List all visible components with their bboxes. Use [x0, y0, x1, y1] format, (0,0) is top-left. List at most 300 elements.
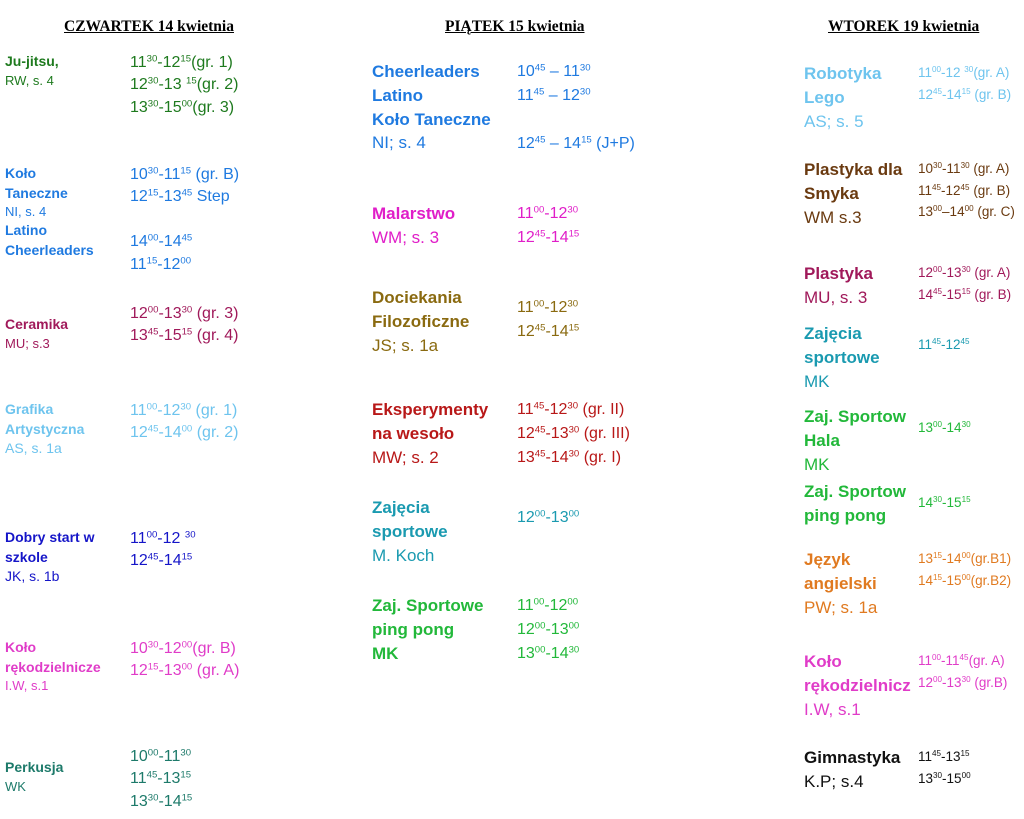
- activity-block: [5, 315, 68, 353]
- time-text: 12: [130, 188, 148, 206]
- time-slot: [130, 791, 192, 813]
- time-minutes: 30: [961, 674, 971, 684]
- time-text: 11: [130, 402, 147, 419]
- activity-block: [372, 202, 455, 250]
- time-text: 12: [130, 424, 148, 442]
- time-slot: [130, 528, 196, 550]
- time-minutes: 45: [534, 424, 546, 436]
- time-text: -12: [157, 54, 181, 71]
- time-text: -12: [941, 337, 961, 352]
- time-minutes: 30: [933, 495, 943, 505]
- activity-location: NI, s. 4: [5, 204, 47, 220]
- time-slot: [517, 618, 579, 642]
- time-text: 14: [918, 572, 934, 588]
- time-text: 10: [918, 161, 934, 176]
- time-slot: [130, 422, 239, 444]
- activity-name: szkole: [5, 548, 48, 565]
- time-minutes: 30: [146, 53, 158, 65]
- time-slot: [918, 548, 1011, 570]
- activity-location: K.P; s.4: [804, 771, 864, 791]
- time-slot: [517, 60, 635, 84]
- time-list: [918, 746, 971, 789]
- time-text: -13: [158, 76, 187, 94]
- time-minutes: 15: [186, 75, 197, 87]
- time-minutes: 30: [147, 98, 159, 110]
- time-slot: [918, 62, 1011, 84]
- time-slot: [918, 417, 971, 439]
- time-text: -14: [942, 86, 962, 102]
- time-minutes: 00: [933, 674, 943, 684]
- time-text: 11: [517, 87, 534, 104]
- activity-block: [804, 262, 873, 310]
- time-text: 11: [918, 65, 933, 80]
- time-slot: [517, 642, 579, 666]
- time-text: (gr.B): [970, 674, 1008, 690]
- time-text: (gr. A): [970, 265, 1011, 280]
- activity-block: [804, 322, 880, 393]
- time-minutes: 15: [180, 165, 192, 177]
- time-list: [517, 506, 579, 530]
- time-list: [918, 262, 1011, 305]
- time-text: 14: [918, 495, 934, 510]
- time-minutes: 00: [146, 529, 158, 541]
- time-text: 12: [130, 305, 148, 322]
- activity-name: Plastyka: [804, 264, 873, 283]
- activity-name: Koło: [804, 652, 842, 671]
- time-text: -14: [545, 229, 569, 246]
- time-text: 12: [517, 509, 535, 526]
- time-text: (gr. 2): [192, 424, 239, 442]
- time-minutes: 45: [181, 187, 193, 199]
- time-text: 12: [517, 621, 535, 638]
- time-minutes: 15: [961, 86, 971, 96]
- time-text: -14: [158, 233, 182, 251]
- activity-location: NI; s. 4: [372, 133, 426, 153]
- time-minutes: 00: [534, 644, 546, 656]
- time-slot: [130, 52, 239, 74]
- time-minutes: 00: [933, 265, 943, 275]
- time-text: (gr. B): [970, 86, 1012, 102]
- time-minutes: 00: [933, 204, 943, 214]
- time-minutes: 15: [180, 769, 192, 781]
- time-minutes: 00: [534, 508, 546, 520]
- time-slot: [918, 201, 1015, 223]
- time-text: (J+P): [591, 135, 635, 152]
- time-text: -11: [942, 161, 961, 176]
- activity-name: na wesoło: [372, 423, 455, 443]
- time-slot: [918, 334, 970, 356]
- time-slot: [517, 226, 579, 250]
- time-text: -13: [158, 188, 182, 206]
- time-text: – 14: [545, 135, 582, 152]
- time-slot: [130, 746, 192, 768]
- time-text: (gr. III): [579, 425, 630, 442]
- time-minutes: 15: [181, 792, 193, 804]
- time-text: 11: [918, 749, 933, 764]
- activity-name: Eksperymenty: [372, 400, 489, 419]
- time-text: -12: [544, 205, 568, 222]
- time-slot: [130, 74, 239, 96]
- time-text: -13: [157, 770, 181, 788]
- time-slot: [517, 398, 630, 422]
- time-slot: [517, 202, 579, 226]
- time-text: 11: [517, 401, 534, 418]
- time-minutes: 30: [568, 644, 580, 656]
- time-minutes: 15: [146, 254, 158, 266]
- time-minutes: 15: [961, 286, 971, 296]
- time-text: 12: [918, 265, 934, 280]
- time-minutes: 30: [933, 161, 943, 171]
- activity-name: ping pong: [804, 505, 887, 525]
- activity-name: sportowe: [804, 347, 880, 367]
- activity-location: I.W, s.1: [5, 678, 49, 694]
- activity-name: Robotyka: [804, 64, 882, 83]
- time-slot: [130, 303, 239, 325]
- activity-location: PW; s. 1a: [804, 597, 878, 617]
- activity-location: AS; s. 5: [804, 111, 864, 131]
- time-text: -14: [942, 551, 962, 566]
- activity-location: MU; s.3: [5, 335, 50, 351]
- time-slot: [918, 492, 971, 514]
- time-minutes: 45: [534, 448, 546, 460]
- activity-name: Latino: [372, 85, 423, 105]
- time-minutes: 00: [534, 620, 546, 632]
- time-list: [918, 548, 1011, 591]
- time-minutes: 30: [147, 639, 159, 651]
- time-text: (gr. 1): [191, 402, 238, 419]
- activity-name: Hala: [804, 430, 840, 450]
- time-text: -13: [545, 425, 569, 442]
- activity-name: Malarstwo: [372, 204, 456, 223]
- time-minutes: 00: [181, 661, 193, 673]
- time-list: [918, 492, 971, 514]
- time-slot: [517, 108, 635, 132]
- time-minutes: 00: [181, 423, 193, 435]
- time-slot: [130, 400, 239, 422]
- time-text: 13: [130, 98, 148, 116]
- time-list: [517, 202, 579, 250]
- time-text: 11: [130, 255, 147, 273]
- activity-name: rękodzielnicze: [5, 658, 101, 675]
- activity-location: JK, s. 1b: [5, 568, 60, 585]
- time-text: (gr. I): [579, 449, 622, 466]
- time-minutes: 00: [961, 572, 971, 582]
- time-text: 10: [130, 640, 148, 657]
- time-text: -13: [158, 662, 182, 680]
- activity-block: [5, 164, 94, 261]
- time-text: –14: [942, 204, 965, 220]
- time-minutes: 00: [147, 304, 159, 316]
- time-slot: [130, 660, 239, 682]
- activity-block: [804, 62, 881, 133]
- time-minutes: 45: [147, 423, 159, 435]
- time-minutes: 00: [961, 770, 971, 780]
- time-text: -13: [158, 305, 182, 322]
- time-minutes: 45: [932, 749, 942, 759]
- activity-name: sportowe: [372, 521, 448, 541]
- activity-location: JS; s. 1a: [372, 335, 439, 355]
- time-text: 12: [130, 662, 148, 680]
- time-slot: [130, 325, 239, 347]
- time-text: 13: [918, 420, 934, 435]
- time-slot: [918, 570, 1011, 592]
- activity-block: [804, 480, 906, 528]
- time-text: -12: [157, 530, 185, 547]
- time-text: -15: [158, 327, 182, 345]
- activity-block: [372, 398, 488, 469]
- time-minutes: 30: [961, 420, 971, 430]
- time-minutes: 30: [961, 265, 971, 275]
- time-slot: [517, 594, 579, 618]
- time-list: [130, 303, 239, 348]
- activity-name: Smyka: [804, 183, 859, 203]
- activity-location: WM s.3: [804, 207, 862, 227]
- time-text: (gr.B2): [970, 572, 1012, 588]
- time-text: 11: [130, 770, 147, 788]
- time-minutes: 00: [932, 653, 942, 663]
- activity-location: I.W, s.1: [804, 699, 861, 719]
- time-minutes: 30: [567, 204, 579, 216]
- time-text: -13: [545, 509, 569, 526]
- time-slot: [918, 746, 971, 768]
- time-slot: [517, 132, 635, 156]
- time-minutes: 15: [180, 53, 192, 65]
- activity-name: Ceramika: [5, 316, 69, 332]
- activity-block: [804, 548, 877, 619]
- activity-block: [5, 52, 59, 90]
- time-slot: [517, 446, 630, 470]
- column-title: WTOREK 19 kwietnia: [828, 18, 980, 35]
- column-title: CZWARTEK 14 kwietnia: [64, 18, 234, 35]
- time-text: -13: [545, 621, 569, 638]
- time-slot: [130, 164, 239, 186]
- time-text: -12: [544, 299, 568, 316]
- time-text: – 12: [544, 87, 580, 104]
- activity-name: Ju-jitsu,: [5, 53, 59, 69]
- activity-name: MK: [372, 643, 399, 663]
- activity-location: WK: [5, 778, 26, 794]
- time-minutes: 00: [147, 232, 159, 244]
- activity-name: Zajęcia: [372, 498, 430, 517]
- time-list: [918, 417, 971, 439]
- time-text: (gr. A): [973, 65, 1010, 80]
- time-list: [517, 398, 630, 470]
- time-minutes: 00: [146, 401, 158, 413]
- time-minutes: 45: [181, 232, 193, 244]
- time-minutes: 30: [147, 75, 159, 87]
- time-slot: [130, 231, 239, 253]
- time-text: (gr. B): [970, 286, 1012, 302]
- time-text: 12: [517, 229, 535, 246]
- activity-name: angielski: [804, 573, 877, 593]
- time-text: 11: [517, 597, 534, 614]
- time-text: (gr. II): [578, 401, 625, 418]
- activity-name: Dociekania: [372, 288, 462, 307]
- time-minutes: 30: [579, 86, 591, 98]
- time-list: [130, 400, 239, 445]
- time-text: 11: [517, 299, 534, 316]
- time-slot: [918, 84, 1011, 106]
- time-minutes: 00: [932, 65, 942, 75]
- time-text: -12: [157, 402, 181, 419]
- time-text: -12: [941, 182, 961, 198]
- time-text: (gr. A): [192, 662, 240, 680]
- activity-name: Taneczne: [5, 184, 68, 201]
- time-list: [130, 52, 239, 119]
- column-title: PIĄTEK 15 kwietnia: [445, 18, 585, 35]
- time-minutes: 45: [933, 286, 943, 296]
- time-list: [918, 650, 1007, 693]
- time-text: (gr. 4): [192, 327, 239, 345]
- time-text: 12: [517, 323, 535, 340]
- time-text: 13: [918, 204, 934, 220]
- time-text: 12: [130, 552, 148, 570]
- time-text: – 11: [545, 63, 580, 80]
- time-minutes: 15: [961, 495, 971, 505]
- time-minutes: 30: [147, 792, 159, 804]
- time-list: [130, 164, 239, 276]
- activity-block: [804, 405, 906, 476]
- time-text: -12: [157, 255, 181, 273]
- time-minutes: 30: [964, 65, 974, 75]
- time-text: (gr. B): [969, 182, 1011, 198]
- time-slot: [918, 768, 971, 790]
- time-minutes: 45: [534, 134, 546, 146]
- time-minutes: 30: [181, 304, 193, 316]
- activity-block: [372, 60, 491, 155]
- time-slot: [517, 320, 579, 344]
- time-slot: [517, 506, 579, 530]
- time-text: 12: [130, 76, 148, 94]
- time-minutes: 45: [932, 182, 942, 192]
- time-text: 13: [918, 770, 934, 786]
- time-slot: [130, 209, 239, 231]
- time-slot: [130, 186, 239, 208]
- activity-block: [5, 638, 101, 695]
- time-minutes: 00: [180, 254, 192, 266]
- time-slot: [130, 254, 239, 276]
- time-list: [130, 638, 239, 683]
- time-text: -15: [942, 770, 962, 786]
- time-list: [517, 594, 579, 666]
- time-slot: [130, 638, 239, 660]
- activity-name: Zajęcia: [804, 324, 862, 343]
- time-text: 13: [130, 792, 148, 810]
- time-slot: [130, 550, 196, 572]
- time-minutes: 45: [534, 62, 546, 74]
- time-minutes: 00: [567, 596, 579, 608]
- time-minutes: 00: [961, 551, 971, 561]
- activity-name: Gimnastyka: [804, 748, 901, 767]
- time-minutes: 00: [147, 747, 159, 759]
- time-minutes: 30: [579, 62, 591, 74]
- activity-name: Dobry start w: [5, 529, 95, 545]
- time-text: 14: [918, 286, 934, 302]
- time-minutes: 30: [568, 424, 580, 436]
- time-minutes: 30: [933, 770, 943, 780]
- activity-block: [5, 528, 94, 587]
- time-text: -15: [942, 572, 962, 588]
- time-text: -11: [941, 653, 960, 668]
- activity-name: Język: [804, 550, 851, 569]
- time-text: 11: [918, 337, 933, 352]
- time-slot: [918, 180, 1015, 202]
- time-minutes: 00: [964, 204, 974, 214]
- activity-name: ping pong: [372, 619, 455, 639]
- time-slot: [918, 650, 1007, 672]
- time-text: -15: [942, 286, 962, 302]
- time-minutes: 45: [147, 551, 159, 563]
- time-text: 12: [918, 674, 934, 690]
- time-text: -13: [942, 674, 962, 690]
- time-slot: [517, 422, 630, 446]
- time-minutes: 15: [933, 572, 943, 582]
- activity-block: [372, 594, 483, 665]
- time-minutes: 15: [568, 322, 580, 334]
- time-minutes: 15: [568, 228, 580, 240]
- activity-location: RW, s. 4: [5, 72, 54, 88]
- time-minutes: 00: [533, 596, 545, 608]
- time-list: [918, 334, 970, 356]
- time-text: 11: [130, 54, 147, 71]
- time-text: 10: [130, 166, 148, 183]
- time-minutes: 15: [147, 661, 159, 673]
- activity-name: Koło Taneczne: [372, 109, 491, 129]
- activity-location: MK: [804, 454, 830, 474]
- time-text: -12: [544, 597, 568, 614]
- time-text: (gr.B1): [970, 551, 1012, 566]
- time-list: [918, 158, 1015, 223]
- time-text: -11: [158, 748, 181, 765]
- activity-block: [5, 758, 63, 796]
- time-text: 13: [918, 551, 934, 566]
- activity-block: [804, 746, 900, 794]
- time-text: 10: [517, 63, 535, 80]
- time-text: (gr. C): [973, 204, 1015, 220]
- time-text: -14: [158, 792, 182, 810]
- time-text: -12: [544, 401, 568, 418]
- time-minutes: 45: [959, 653, 969, 663]
- activity-name: Latino: [5, 222, 47, 239]
- time-text: (gr. A): [969, 161, 1010, 176]
- activity-name: rękodzielnicz: [804, 675, 911, 695]
- activity-name: Zaj. Sportow: [804, 482, 906, 501]
- time-text: 11: [130, 530, 147, 547]
- time-text: 11: [918, 182, 933, 198]
- time-text: (gr. 3): [192, 98, 235, 116]
- time-minutes: 00: [533, 298, 545, 310]
- activity-location: MU, s. 3: [804, 287, 868, 307]
- activity-name: Artystyczna: [5, 420, 85, 437]
- time-minutes: 45: [960, 182, 970, 192]
- time-text: -14: [158, 552, 182, 570]
- time-minutes: 15: [960, 749, 970, 759]
- time-minutes: 30: [180, 401, 192, 413]
- time-minutes: 15: [181, 326, 193, 338]
- activity-block: [372, 286, 469, 357]
- time-slot: [918, 158, 1015, 180]
- time-minutes: 15: [181, 551, 193, 563]
- time-text: 12: [918, 86, 934, 102]
- activity-name: Zaj. Sportow: [804, 407, 906, 426]
- time-minutes: 45: [533, 86, 545, 98]
- time-list: [517, 296, 579, 344]
- time-text: -11: [158, 166, 181, 183]
- activity-block: [804, 158, 902, 229]
- time-text: (gr. 3): [192, 305, 239, 322]
- time-text: -14: [545, 449, 569, 466]
- activity-location: M. Koch: [372, 545, 435, 565]
